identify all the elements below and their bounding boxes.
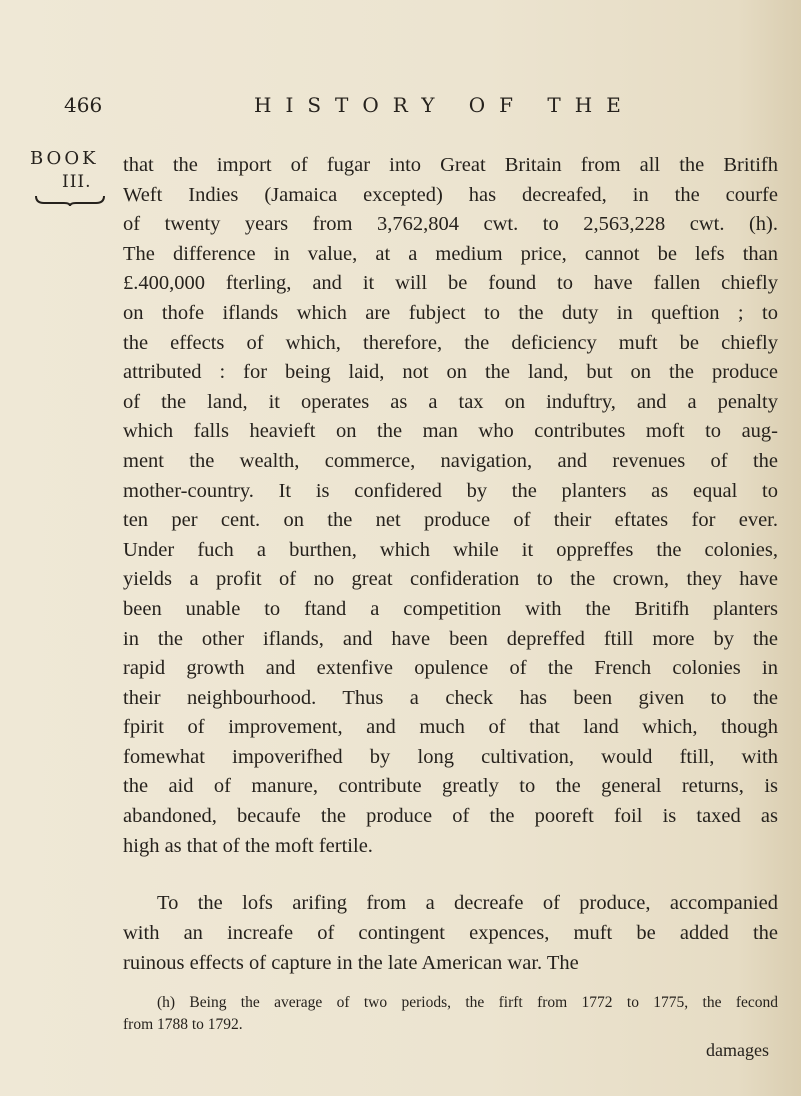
text-line: mother-country. It is confidered by the planters as equal to xyxy=(123,479,778,502)
text-line: that the import of fugar into Great Britain from all the Britifh xyxy=(123,154,778,176)
footnote xyxy=(123,992,778,1036)
text-line: Weft Indies (Jamaica excepted) has decreafed, in the courfe xyxy=(123,183,778,206)
text-line: fpirit of improvement, and much of that land which, though xyxy=(123,716,778,739)
text-line: fomewhat impoverifhed by long cultivation, would ftill, with xyxy=(123,745,778,768)
text-line: the aid of manure, contribute greatly to the general returns, is xyxy=(123,775,778,798)
text-line: Under fuch a burthen, which while it oppreffes the colonies, xyxy=(123,538,778,561)
text-line: yields a profit of no great confideration to the crown, they have xyxy=(123,568,778,591)
running-head xyxy=(64,93,764,123)
text-line: with an increafe of contingent expences, muft be added the xyxy=(123,921,778,944)
text-line: their neighbourhood. Thus a check has been given to the xyxy=(123,686,778,709)
paragraph-2 xyxy=(123,889,778,978)
page-number: 466 xyxy=(64,93,103,117)
text-line: The difference in value, at a medium price, cannot be lefs than xyxy=(123,242,778,265)
text-line: £.400,000 fterling, and it will be found to have fallen chiefly xyxy=(123,272,778,295)
text-line: attributed : for being laid, not on the land, but on the produce xyxy=(123,361,778,384)
text-line: abandoned, becaufe the produce of the pooreft foil is taxed as xyxy=(123,805,778,828)
text-line: To the lofs arifing from a decreafe of produce, accompanied xyxy=(157,892,778,915)
text-line: ten per cent. on the net produce of their eftates for ever. xyxy=(123,509,778,532)
book-label: BOOK xyxy=(30,148,99,169)
text-line: of the land, it operates as a tax on induftry, and a penalty xyxy=(123,390,778,413)
book-number: III. xyxy=(62,172,92,192)
brace-ornament xyxy=(34,194,106,206)
text-line: in the other iflands, and have been depreffed ftill more by the xyxy=(123,627,778,650)
text-line: been unable to ftand a competition with the Britifh planters xyxy=(123,597,778,620)
paragraph-1 xyxy=(123,151,778,861)
text-line: on thofe iflands which are fubject to the duty in queftion ; to xyxy=(123,301,778,324)
footnote-line: (h) Being the average of two periods, the firft from 1772 to 1775, the fecond xyxy=(157,994,778,1012)
footnote-line: from 1788 to 1792. xyxy=(123,1016,243,1034)
text-line: high as that of the moft fertile. xyxy=(123,834,373,857)
text-line: rapid growth and extenfive opulence of the French colonies in xyxy=(123,657,778,680)
text-line: of twenty years from 3,762,804 cwt. to 2,563,228 cwt. (h). xyxy=(123,213,778,236)
catchword: damages xyxy=(706,1040,769,1061)
text-line: ment the wealth, commerce, navigation, and revenues of the xyxy=(123,449,778,472)
text-line: which falls heavieft on the man who contributes moft to aug- xyxy=(123,420,778,443)
running-title: HISTORY OF THE xyxy=(254,93,635,117)
text-line: the effects of which, therefore, the deficiency muft be chiefly xyxy=(123,331,778,354)
text-line: ruinous effects of capture in the late American war. The xyxy=(123,951,579,974)
